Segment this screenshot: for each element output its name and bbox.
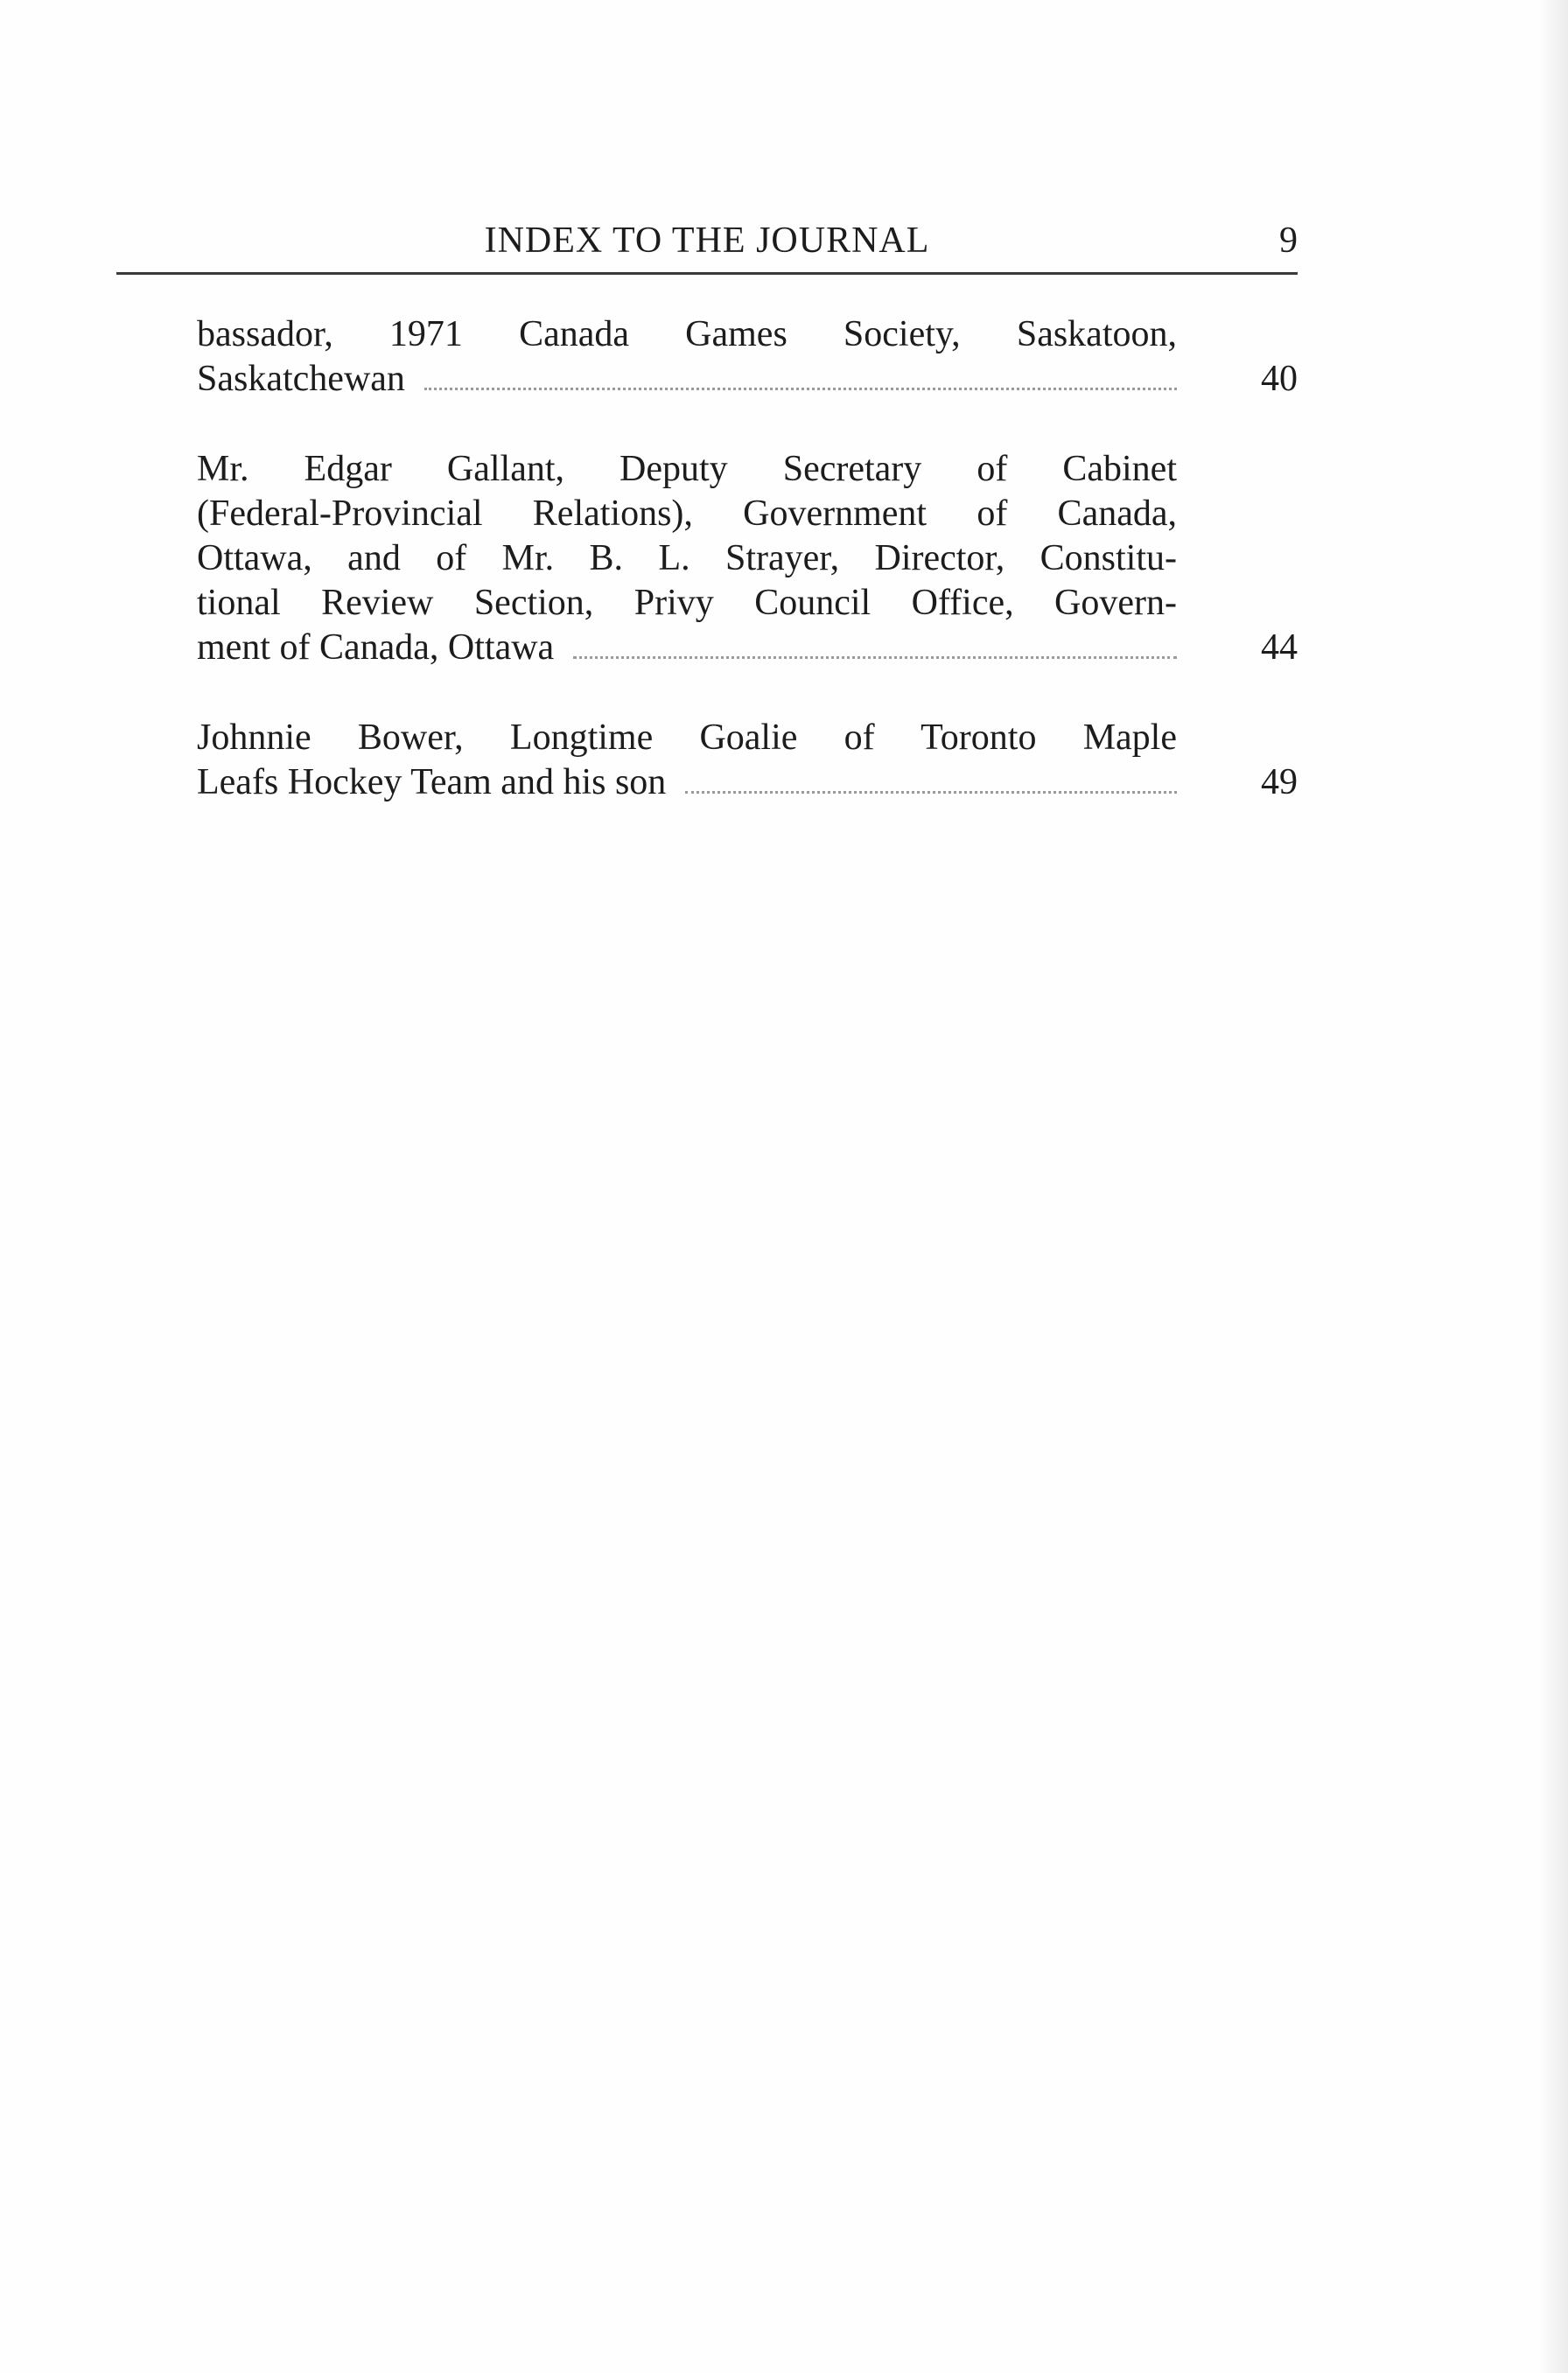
entry-line: Ottawa, and of Mr. B. L. Strayer, Director, Constitu- — [197, 538, 1177, 578]
entry-line: bassador, 1971 Canada Games Society, Saskatoon, — [197, 314, 1177, 354]
entry-page-number: 40 — [1261, 359, 1298, 399]
entry-last-line — [197, 626, 1177, 670]
entry-last-line — [197, 760, 1177, 805]
running-header — [116, 219, 1298, 273]
dot-leader — [573, 656, 1177, 659]
entry-page-number: 49 — [1261, 762, 1298, 802]
index-entries — [197, 312, 1298, 850]
entry-line: Mr. Edgar Gallant, Deputy Secretary of Cabinet — [197, 449, 1177, 489]
entry-line: ment of Canada, Ottawa — [197, 627, 555, 668]
header-title: INDEX TO THE JOURNAL — [484, 220, 930, 261]
header-page-number: 9 — [1279, 220, 1298, 261]
header-rule — [116, 272, 1298, 275]
entry-line: (Federal-Provincial Relations), Government of Canada, — [197, 494, 1177, 534]
dot-leader — [424, 388, 1177, 390]
page-edge-shadow — [1538, 0, 1568, 2373]
dot-leader — [685, 791, 1177, 794]
entry-line: Johnnie Bower, Longtime Goalie of Toronto Maple — [197, 718, 1177, 758]
index-entry — [197, 447, 1298, 670]
entry-line: tional Review Section, Privy Council Office, Govern- — [197, 583, 1177, 623]
entry-page-number: 44 — [1261, 627, 1298, 668]
entry-text — [197, 447, 1177, 670]
entry-last-line — [197, 357, 1177, 402]
entry-text — [197, 716, 1177, 805]
index-entry — [197, 312, 1298, 402]
index-entry — [197, 716, 1298, 805]
entry-text — [197, 312, 1177, 402]
entry-line: Leafs Hockey Team and his son — [197, 762, 667, 802]
entry-line: Saskatchewan — [197, 359, 405, 399]
